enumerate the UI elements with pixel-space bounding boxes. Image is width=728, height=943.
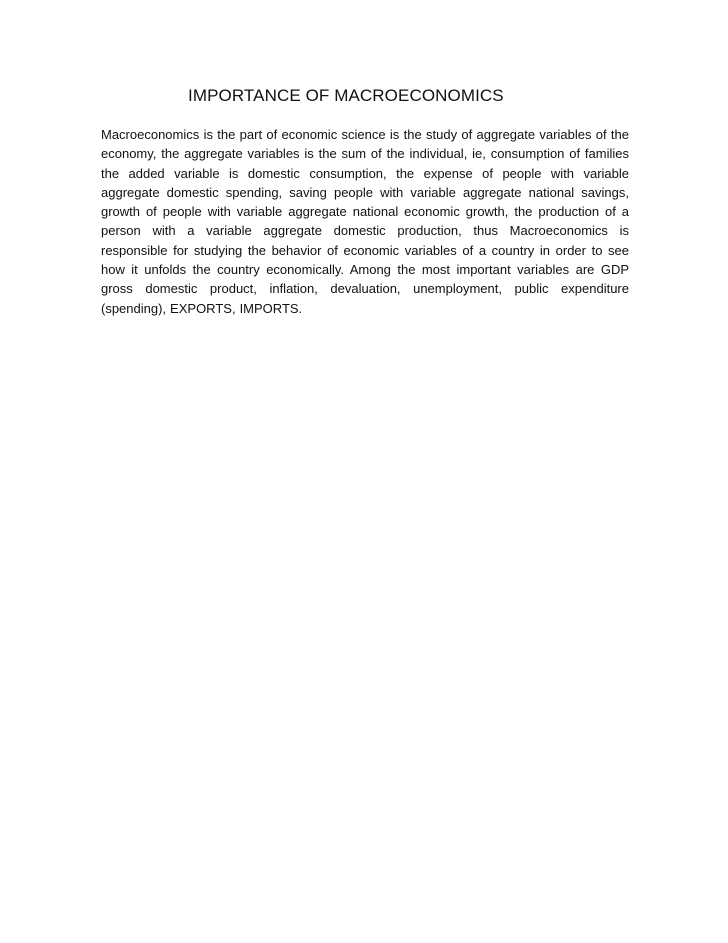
body-paragraph: Macroeconomics is the part of economic science is the study of aggregate variables of the economy, the aggregate variables is the sum of the individual, ie, consumption of families the added variable is domestic consumption, the expense of people with variable aggregate domestic spending, saving people with variable aggregate national savings, growth of people with variable aggregate national economic growth, the production of a person with a variable aggregate domestic production, thus Macroeconomics is responsible for studying the behavior of economic variables of a country in order to see how it unfolds the country economically. Among the most important variables are GDP gross domestic product, inflation, devaluation, unemployment, public expenditure (spending), EXPORTS, IMPORTS. — [101, 127, 629, 316]
document-title: IMPORTANCE OF MACROECONOMICS — [188, 86, 504, 105]
title-container — [188, 86, 540, 110]
